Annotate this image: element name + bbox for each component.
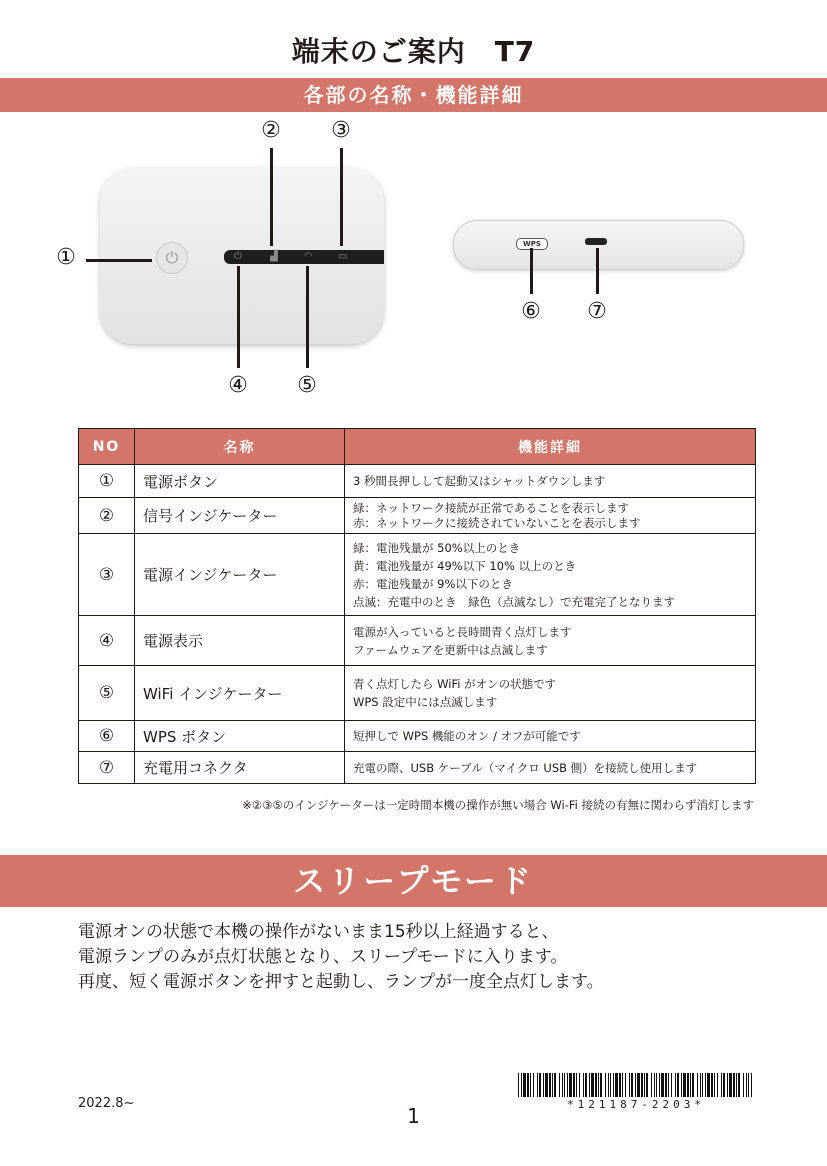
table-row (79, 666, 756, 721)
leader-line-6 (530, 248, 533, 294)
barcode-text: *121187-2203* (566, 1098, 706, 1111)
battery-led-icon: ▭ (338, 251, 348, 262)
table-row (79, 752, 756, 784)
row-name: 電源ボタン (135, 465, 345, 498)
row-detail: 青く点灯したら WiFi がオンの状態です WPS 設定中には点滅します (345, 666, 756, 721)
row-name: 充電用コネクタ (135, 752, 345, 784)
row-no: ② (79, 498, 135, 534)
col-header-no: NO (79, 429, 135, 465)
table-row (79, 616, 756, 666)
sleep-line: 電源ランプのみが点灯状態となり、スリープモードに入ります。 (78, 947, 568, 967)
page-number: 1 (407, 1104, 420, 1128)
col-header-name: 名称 (135, 429, 345, 465)
row-detail: 緑：ネットワーク接続が正常であることを表示します 赤：ネットワークに接続されていないことを表示します (345, 498, 756, 534)
power-led-icon: ⏻ (234, 251, 242, 262)
row-no: ③ (79, 534, 135, 616)
leader-line-7 (596, 248, 599, 294)
callout-6: ⑥ (521, 299, 541, 324)
callout-7: ⑦ (587, 299, 607, 324)
page-title: 端末のご案内 T7 (291, 35, 536, 68)
row-name: 電源表示 (135, 616, 345, 666)
usb-port-graphic (585, 238, 607, 245)
row-no: ① (79, 465, 135, 498)
callout-2: ② (261, 118, 281, 143)
leader-line-2 (270, 148, 273, 246)
row-detail: 緑：電池残量が 50%以上のとき 黄：電池残量が 49%以下 10% 以上のとき 赤：電池残量が 9%以下のとき 点滅：充電中のとき 緑色（点滅なし）で充電完了となります (345, 534, 756, 616)
row-name: WiFi インジケーター (135, 666, 345, 721)
leader-line-3 (340, 148, 343, 246)
signal-led-icon: ▟ (270, 251, 278, 262)
row-detail: 3 秒間長押しして起動又はシャットダウンします (345, 465, 756, 498)
section-header-sleep: スリープモード (0, 855, 827, 907)
sleep-line: 電源オンの状態で本機の操作がないまま15秒以上経過すると、 (78, 922, 559, 942)
table-note: ※②③⑤のインジケーターは一定時間本機の操作が無い場合 Wi-Fi 接続の有無に関わらず消灯します (242, 798, 754, 812)
callout-1: ① (56, 245, 76, 270)
section-header-parts: 各部の名称・機能詳細 (0, 78, 827, 112)
row-detail: 充電の際、USB ケーブル（マイクロ USB 側）を接続し使用します (345, 752, 756, 784)
callout-4: ④ (228, 373, 248, 398)
leader-line-5 (306, 266, 309, 368)
row-no: ⑥ (79, 721, 135, 752)
indicator-bar (224, 250, 384, 264)
row-no: ④ (79, 616, 135, 666)
table-row (79, 534, 756, 616)
wps-button-graphic: WPS (516, 238, 548, 250)
table-row (79, 498, 756, 534)
leader-line-1 (86, 259, 152, 262)
row-detail: 電源が入っていると長時間青く点灯します ファームウェアを更新中は点滅します (345, 616, 756, 666)
row-name: WPS ボタン (135, 721, 345, 752)
leader-line-4 (237, 266, 240, 368)
table-row (79, 721, 756, 752)
row-no: ⑦ (79, 752, 135, 784)
row-detail: 短押しで WPS 機能のオン / オフが可能です (345, 721, 756, 752)
sleep-description (78, 920, 604, 995)
col-header-detail: 機能詳細 (345, 429, 756, 465)
power-icon: ⏻ (156, 242, 188, 274)
issue-date: 2022.8~ (78, 1096, 135, 1111)
table-row (79, 465, 756, 498)
callout-5: ⑤ (297, 373, 317, 398)
callout-3: ③ (331, 118, 351, 143)
parts-table (78, 428, 756, 784)
wifi-led-icon: ◠ (304, 251, 313, 262)
row-name: 信号インジケーター (135, 498, 345, 534)
row-no: ⑤ (79, 666, 135, 721)
row-name: 電源インジケーター (135, 534, 345, 616)
sleep-line: 再度、短く電源ボタンを押すと起動し、ランプが一度全点灯します。 (78, 972, 604, 992)
